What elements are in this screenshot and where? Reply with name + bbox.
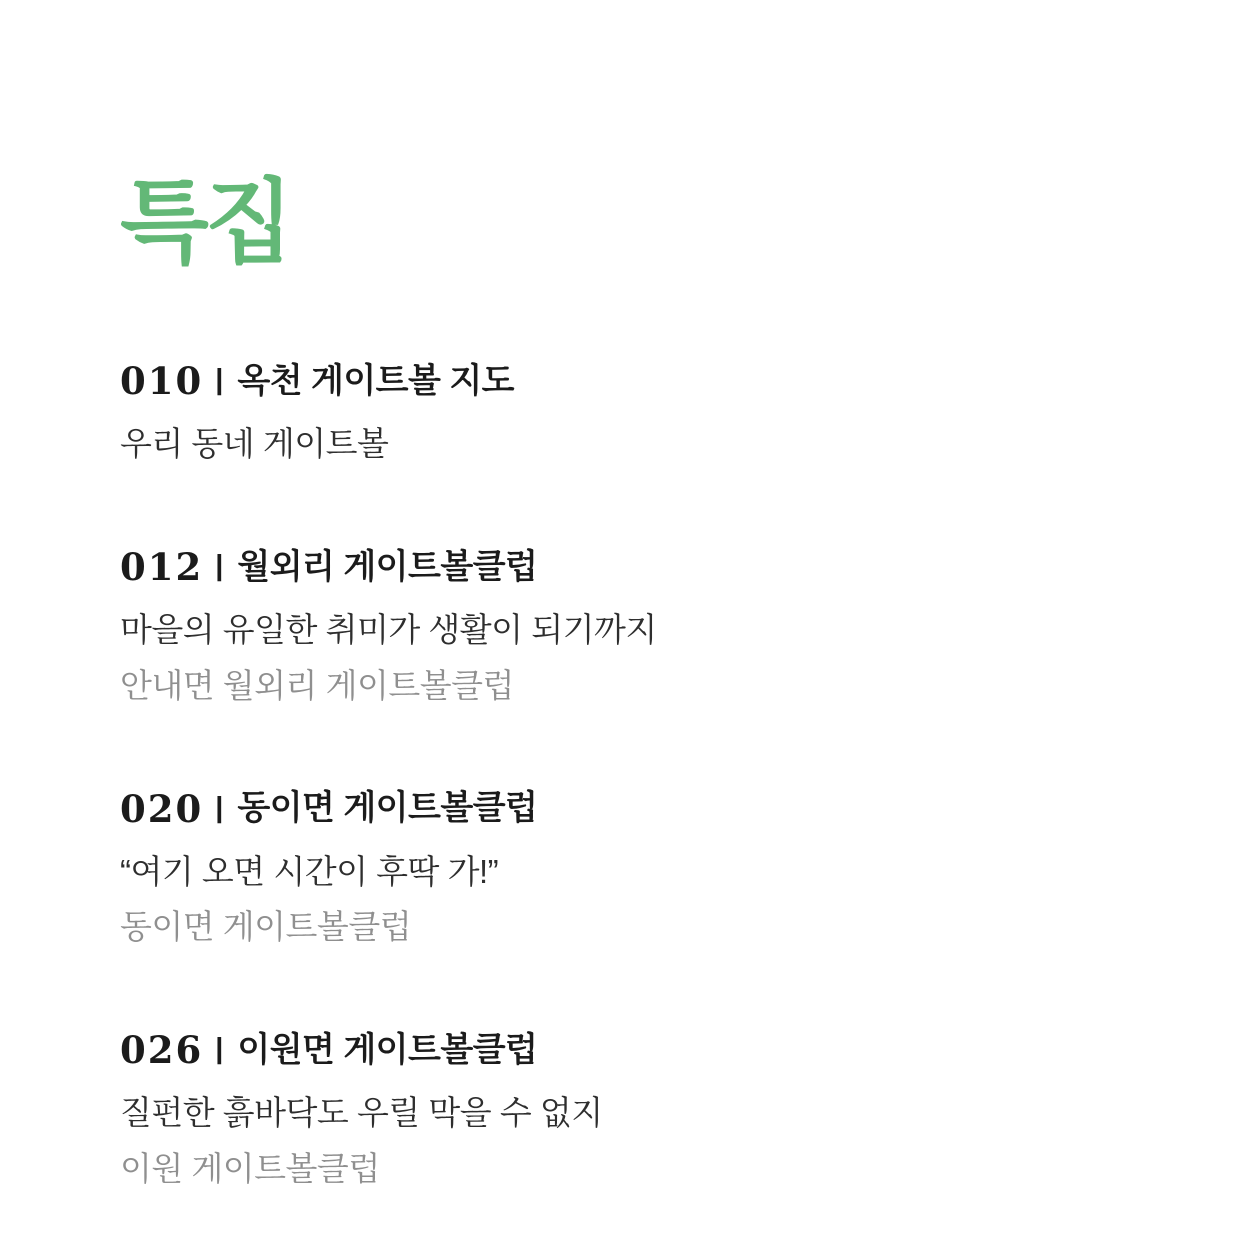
article-subtitle: 우리 동네 게이트볼	[120, 425, 389, 463]
toc-entry	[120, 544, 1161, 705]
article-title: 이원면 게이트볼클럽	[237, 1030, 538, 1069]
article-title: 동이면 게이트볼클럽	[237, 789, 538, 828]
toc-entry-heading	[120, 1027, 1161, 1073]
toc-entry	[120, 1027, 1161, 1188]
article-credit: 안내면 월외리 게이트볼클럽	[120, 666, 514, 704]
page-number: 020	[120, 786, 204, 831]
toc-entry	[120, 786, 1161, 947]
page-title: 특집	[120, 167, 290, 276]
page-number: 026	[120, 1027, 204, 1072]
separator-bar: |	[215, 550, 224, 583]
toc-list	[120, 358, 1161, 1188]
separator-bar: |	[215, 364, 224, 397]
page-number: 012	[120, 545, 204, 590]
toc-entry	[120, 358, 1161, 464]
toc-entry-heading	[120, 544, 1161, 590]
article-title: 옥천 게이트볼 지도	[237, 362, 515, 401]
article-credit: 이원 게이트볼클럽	[120, 1149, 380, 1187]
separator-bar: |	[215, 791, 224, 824]
article-subtitle: 마을의 유일한 취미가 생활이 되기까지	[120, 611, 657, 649]
article-subtitle: 질펀한 흙바닥도 우릴 막을 수 없지	[120, 1094, 603, 1132]
separator-bar: |	[215, 1032, 224, 1065]
article-credit: 동이면 게이트볼클럽	[120, 908, 412, 946]
article-subtitle: “여기 오면 시간이 후딱 가!”	[120, 852, 499, 890]
toc-entry-heading	[120, 358, 1161, 404]
page-number: 010	[120, 359, 204, 404]
article-title: 월외리 게이트볼클럽	[237, 547, 538, 586]
toc-entry-heading	[120, 786, 1161, 832]
